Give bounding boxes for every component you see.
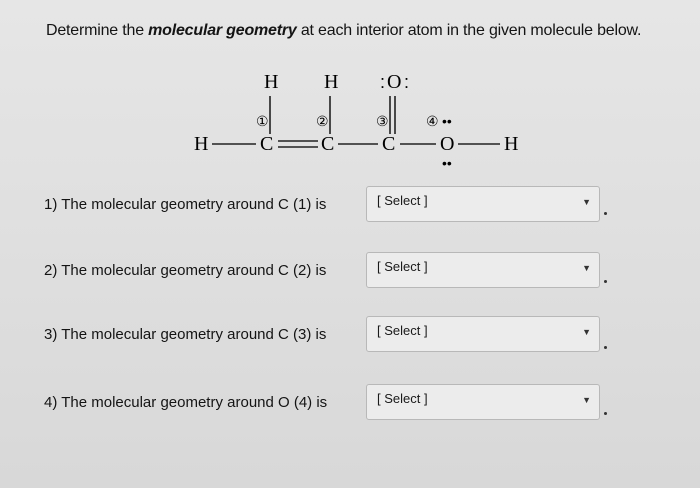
question-4-text: 4) The molecular geometry around O (4) is <box>44 394 328 411</box>
atom-o-top: O <box>387 71 402 93</box>
atom-o4: O <box>440 133 455 155</box>
trailing-dot-1 <box>604 212 607 215</box>
instruction-emphasis: molecular geometry <box>148 22 297 39</box>
chevron-down-icon: ▼ <box>582 197 591 207</box>
atom-h-top-2: H <box>324 71 339 93</box>
instruction-part-3: at each interior atom in the given molecule below. <box>296 22 642 39</box>
label-2: ② <box>316 113 329 129</box>
label-4: ④ <box>426 113 439 129</box>
instruction-text <box>46 22 686 40</box>
trailing-dot-4 <box>604 412 607 415</box>
molecule-diagram <box>180 60 540 170</box>
question-3-select[interactable] <box>366 316 600 352</box>
atom-h-left: H <box>194 133 209 155</box>
molecule-structure <box>180 60 540 170</box>
question-1-text: 1) The molecular geometry around C (1) is <box>44 196 327 213</box>
atom-c2: C <box>321 133 335 155</box>
lonepair-o4-bottom: •• <box>442 155 452 170</box>
question-2-select[interactable] <box>366 252 600 288</box>
atom-h-right: H <box>504 133 519 155</box>
question-2-select-value: [ Select ] <box>377 259 428 274</box>
instruction-part-1: Determine the <box>46 22 149 39</box>
atom-c3: C <box>382 133 396 155</box>
question-4-select-value: [ Select ] <box>377 391 428 406</box>
atom-o-top-lonepair: : <box>380 72 386 92</box>
question-1-select[interactable] <box>366 186 600 222</box>
chevron-down-icon: ▼ <box>582 263 591 273</box>
trailing-dot-3 <box>604 346 607 349</box>
atom-c1: C <box>260 133 274 155</box>
question-2-text: 2) The molecular geometry around C (2) is <box>44 262 327 279</box>
label-3: ③ <box>376 113 389 129</box>
question-3-text: 3) The molecular geometry around C (3) is <box>44 326 327 343</box>
chevron-down-icon: ▼ <box>582 327 591 337</box>
question-1-select-value: [ Select ] <box>377 193 428 208</box>
atom-o-top-lonepair-2: : <box>404 72 410 92</box>
question-3-select-value: [ Select ] <box>377 323 428 338</box>
label-1: ① <box>256 113 269 129</box>
atom-h-top-1: H <box>264 71 279 93</box>
trailing-dot-2 <box>604 280 607 283</box>
question-4-select[interactable] <box>366 384 600 420</box>
chevron-down-icon: ▼ <box>582 395 591 405</box>
lonepair-o4-top: •• <box>442 113 452 129</box>
